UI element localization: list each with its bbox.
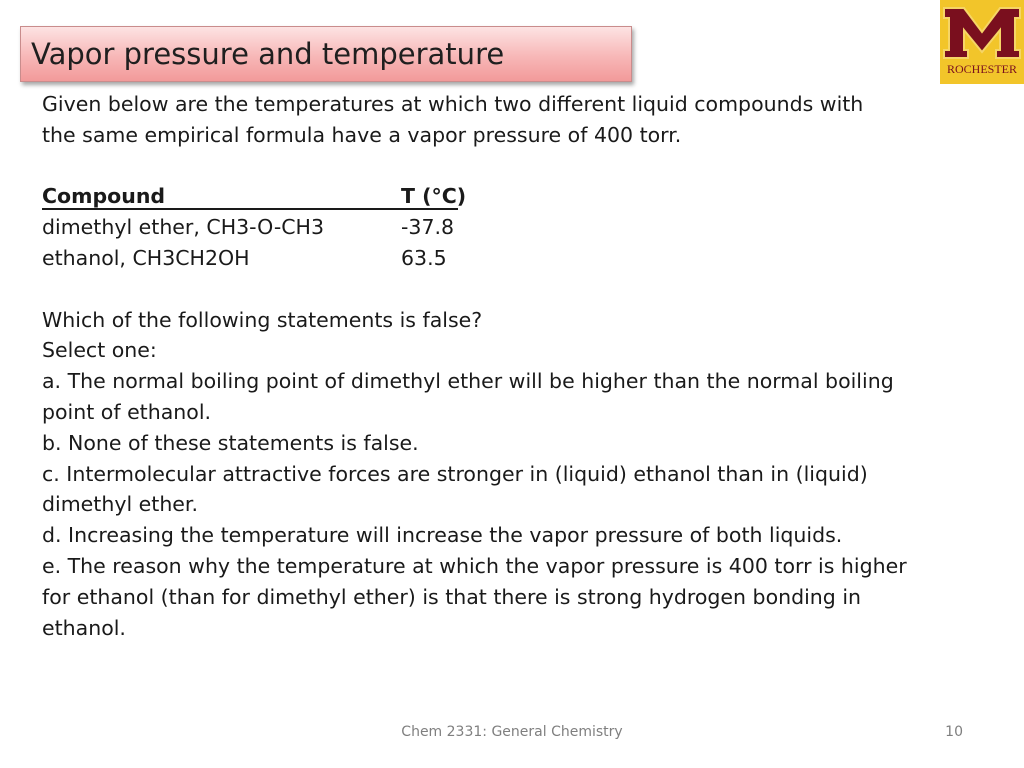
option-line: e. The reason why the temperature at which the vapor pressure is 400 torr is higher <box>42 553 907 578</box>
table-header-row <box>42 181 942 212</box>
slide-title: Vapor pressure and temperature <box>31 37 505 71</box>
intro-line: the same empirical formula have a vapor pressure of 400 torr. <box>42 122 682 147</box>
compound-cell: dimethyl ether, CH3-O-CH3 <box>42 215 324 240</box>
table-row <box>42 243 942 274</box>
slide-number: 10 <box>945 724 963 740</box>
logo-wordmark: ROCHESTER <box>946 62 1017 76</box>
table-row <box>42 212 942 243</box>
slide-body <box>42 89 942 643</box>
temperature-cell: 63.5 <box>401 245 447 270</box>
temperature-cell: -37.8 <box>401 215 455 240</box>
option-line: b. None of these statements is false. <box>42 430 419 455</box>
block-m-logo-icon <box>940 0 1024 62</box>
option-line: d. Increasing the temperature will increase the vapor pressure of both liquids. <box>42 523 843 548</box>
spacer <box>42 151 942 182</box>
option-line: for ethanol (than for dimethyl ether) is that there is strong hydrogen bonding in <box>42 584 862 609</box>
slide-title-box <box>20 26 632 82</box>
university-logo <box>940 0 1024 84</box>
header-underline <box>42 208 458 210</box>
select-prompt: Select one: <box>42 338 157 363</box>
column-header-compound: Compound <box>42 184 166 209</box>
spacer <box>42 274 942 305</box>
slide-footer: Chem 2331: General Chemistry <box>401 724 623 740</box>
compound-cell: ethanol, CH3CH2OH <box>42 245 250 270</box>
column-header-temperature: T (°C) <box>401 184 467 209</box>
intro-line: Given below are the temperatures at which two different liquid compounds with <box>42 92 864 116</box>
question-text: Which of the following statements is false? <box>42 307 483 332</box>
option-line: c. Intermolecular attractive forces are stronger in (liquid) ethanol than in (liquid) <box>42 461 868 486</box>
option-line: point of ethanol. <box>42 399 212 424</box>
option-line: ethanol. <box>42 615 126 640</box>
option-line: dimethyl ether. <box>42 492 198 517</box>
option-line: a. The normal boiling point of dimethyl ether will be higher than the normal boiling <box>42 369 894 394</box>
